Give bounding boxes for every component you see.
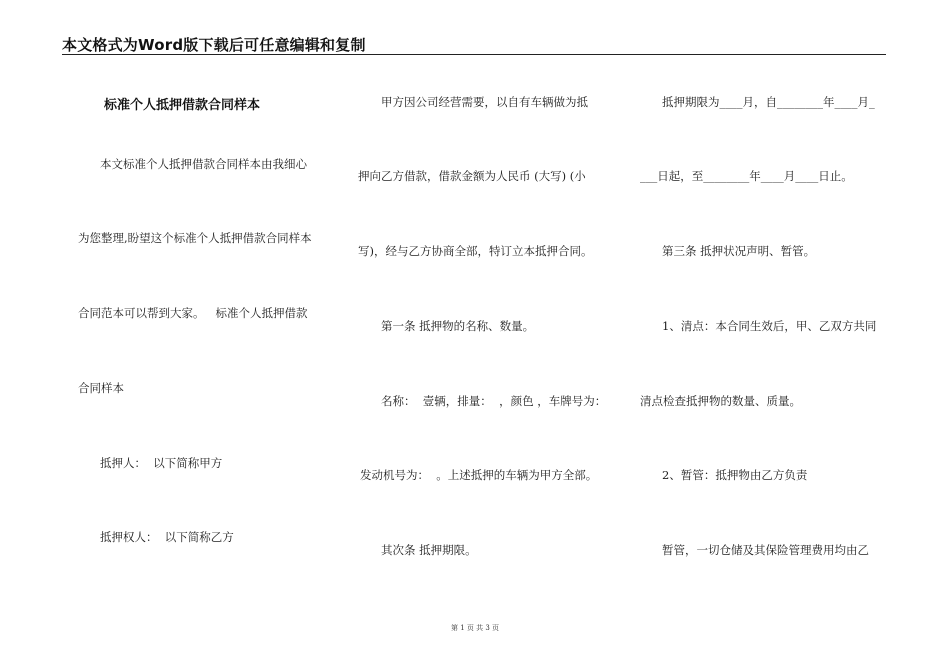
col3-line: 2、暂管：抵押物由乙方负责 [662,468,808,482]
col2-line: 第一条 抵押物的名称、数量。 [381,319,535,333]
col2-line: 甲方因公司经营需要，以自有车辆做为抵 [381,95,588,109]
col2-line: 名称： 壹辆，排量： ，颜色 ，车牌号为： [381,394,607,408]
col1-line: 抵押权人： 以下简称乙方 [100,530,234,544]
col3-line: ___日起，至________年____月____日止。 [640,169,853,183]
col3-line: 1、清点：本合同生效后，甲、乙双方共同 [662,319,877,333]
col2-line: 押向乙方借款，借款金额为人民币 (大写) (小 [358,169,586,183]
page-footer: 第 1 页 共 3 页 [450,624,500,632]
col2-line: 写)，经与乙方协商全部，特订立本抵押合同。 [358,244,593,258]
col3-line: 抵押期限为____月，自________年____月_ [662,95,875,109]
col2-line: 发动机号为： 。上述抵押的车辆为甲方全部。 [360,468,598,482]
document-title: 标准个人抵押借款合同样本 [104,98,261,113]
col2-line: 其次条 抵押期限。 [381,543,477,557]
col1-line: 合同范本可以帮到大家。 标准个人抵押借款 [78,306,308,320]
col3-line: 第三条 抵押状况声明、暂管。 [662,244,816,258]
col3-line: 清点检查抵押物的数量、质量。 [640,394,801,408]
col1-line: 合同样本 [78,381,124,395]
col1-line: 为您整理,盼望这个标准个人抵押借款合同样本 [78,231,312,245]
page-header [62,30,886,55]
col1-line: 本文标准个人抵押借款合同样本由我细心 [100,157,307,171]
col1-line: 抵押人： 以下简称甲方 [100,456,223,470]
header-text: 本文格式为Word版下载后可任意编辑和复制 [62,36,366,54]
col3-line: 暂管，一切仓储及其保险管理费用均由乙 [662,543,869,557]
